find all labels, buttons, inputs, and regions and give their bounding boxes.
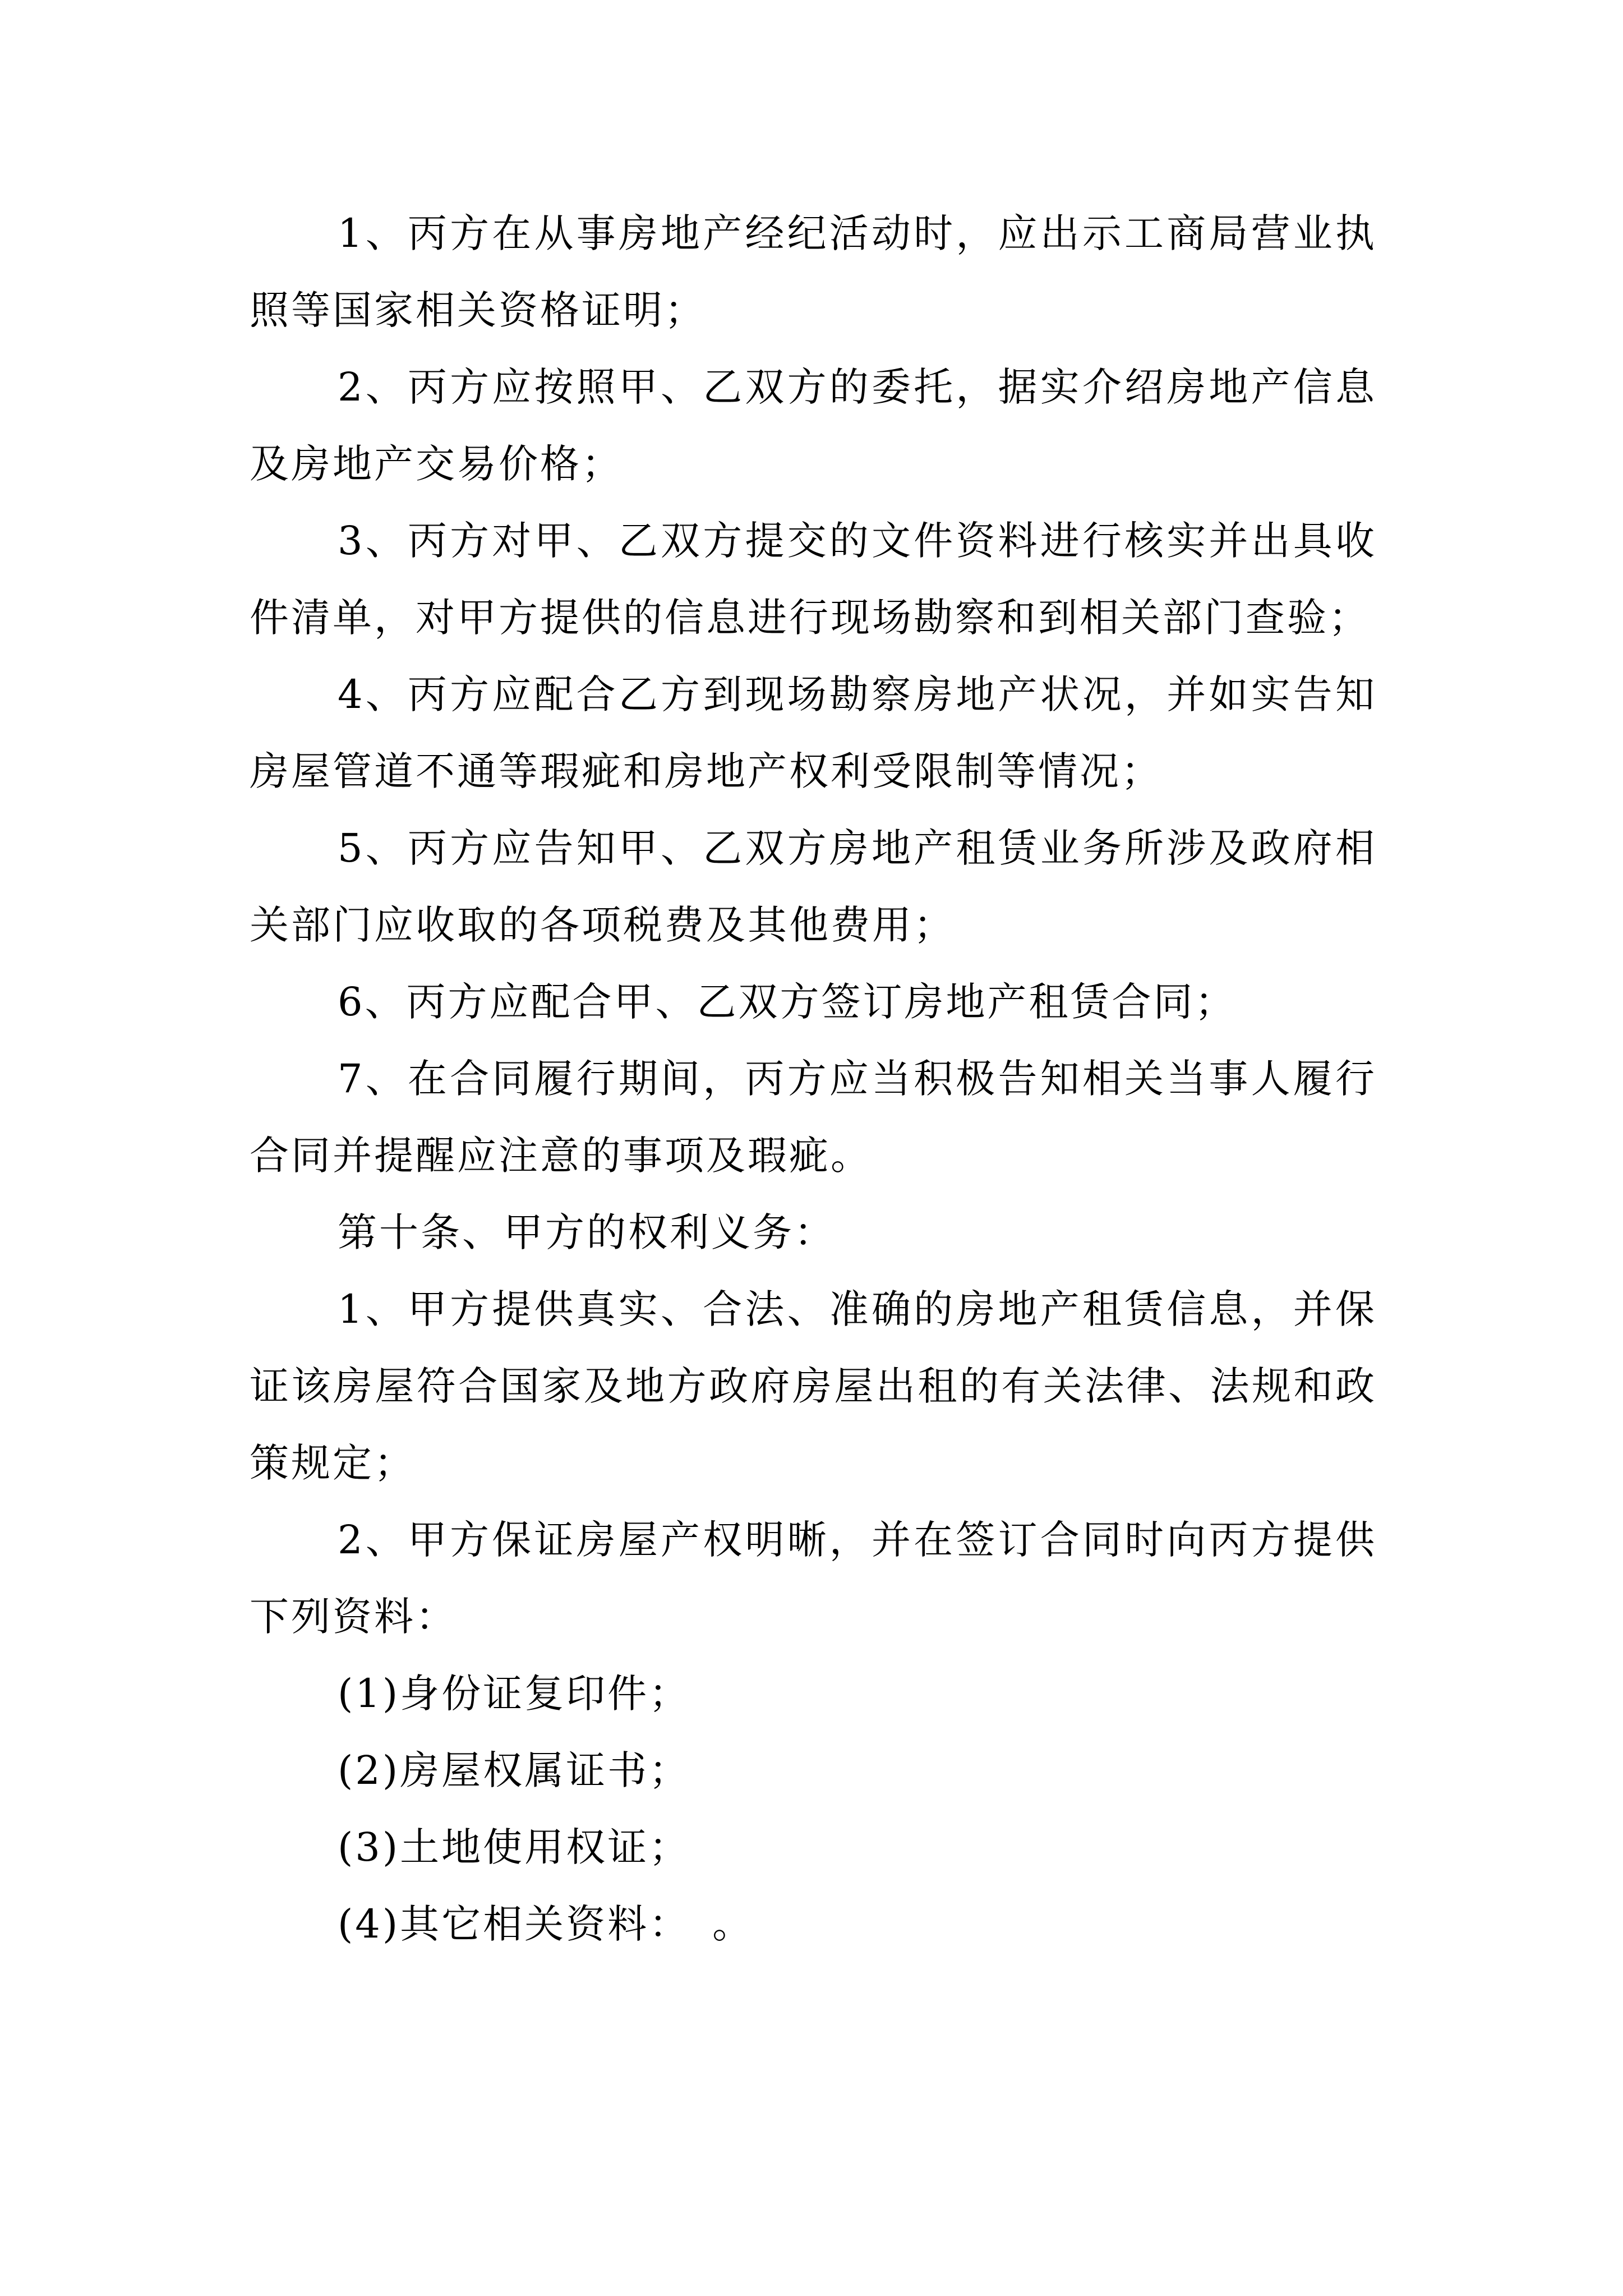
clause-paragraph: 1、丙方在从事房地产经纪活动时，应出示工商局营业执照等国家相关资格证明；: [250, 210, 1377, 333]
section-heading: 第十条、甲方的权利义务：: [338, 1209, 836, 1255]
clause-paragraph: 5、丙方应告知甲、乙双方房地产租赁业务所涉及政府相关部门应收取的各项税费及其他费用；: [250, 825, 1377, 948]
document-list-item: (1)身份证复印件；: [338, 1671, 691, 1717]
document-list-item: (4)其它相关资料： 。: [338, 1901, 754, 1947]
clause-paragraph: 3、丙方对甲、乙双方提交的文件资料进行核实并出具收件清单，对甲方提供的信息进行现场勘察和到相关部门查验；: [250, 518, 1377, 641]
clause-paragraph: 7、在合同履行期间，丙方应当积极告知相关当事人履行合同并提醒应注意的事项及瑕疵。: [250, 1056, 1377, 1179]
document-list-item: (2)房屋权属证书；: [338, 1747, 691, 1793]
clause-paragraph: 6、丙方应配合甲、乙双方签订房地产租赁合同；: [338, 979, 1237, 1025]
clause-paragraph: 4、丙方应配合乙方到现场勘察房地产状况，并如实告知房屋管道不通等瑕疵和房地产权利受限制等情况；: [250, 671, 1377, 794]
clause-paragraph: 1、甲方提供真实、合法、准确的房地产租赁信息，并保证该房屋符合国家及地方政府房屋出租的有关法律、法规和政策规定；: [250, 1286, 1377, 1486]
clause-paragraph: 2、丙方应按照甲、乙双方的委托，据实介绍房地产信息及房地产交易价格；: [250, 364, 1377, 487]
document-body: [250, 195, 1377, 1963]
document-list-item: (3)土地使用权证；: [338, 1824, 691, 1870]
clause-paragraph: 2、甲方保证房屋产权明晰，并在签订合同时向丙方提供下列资料：: [250, 1517, 1377, 1640]
